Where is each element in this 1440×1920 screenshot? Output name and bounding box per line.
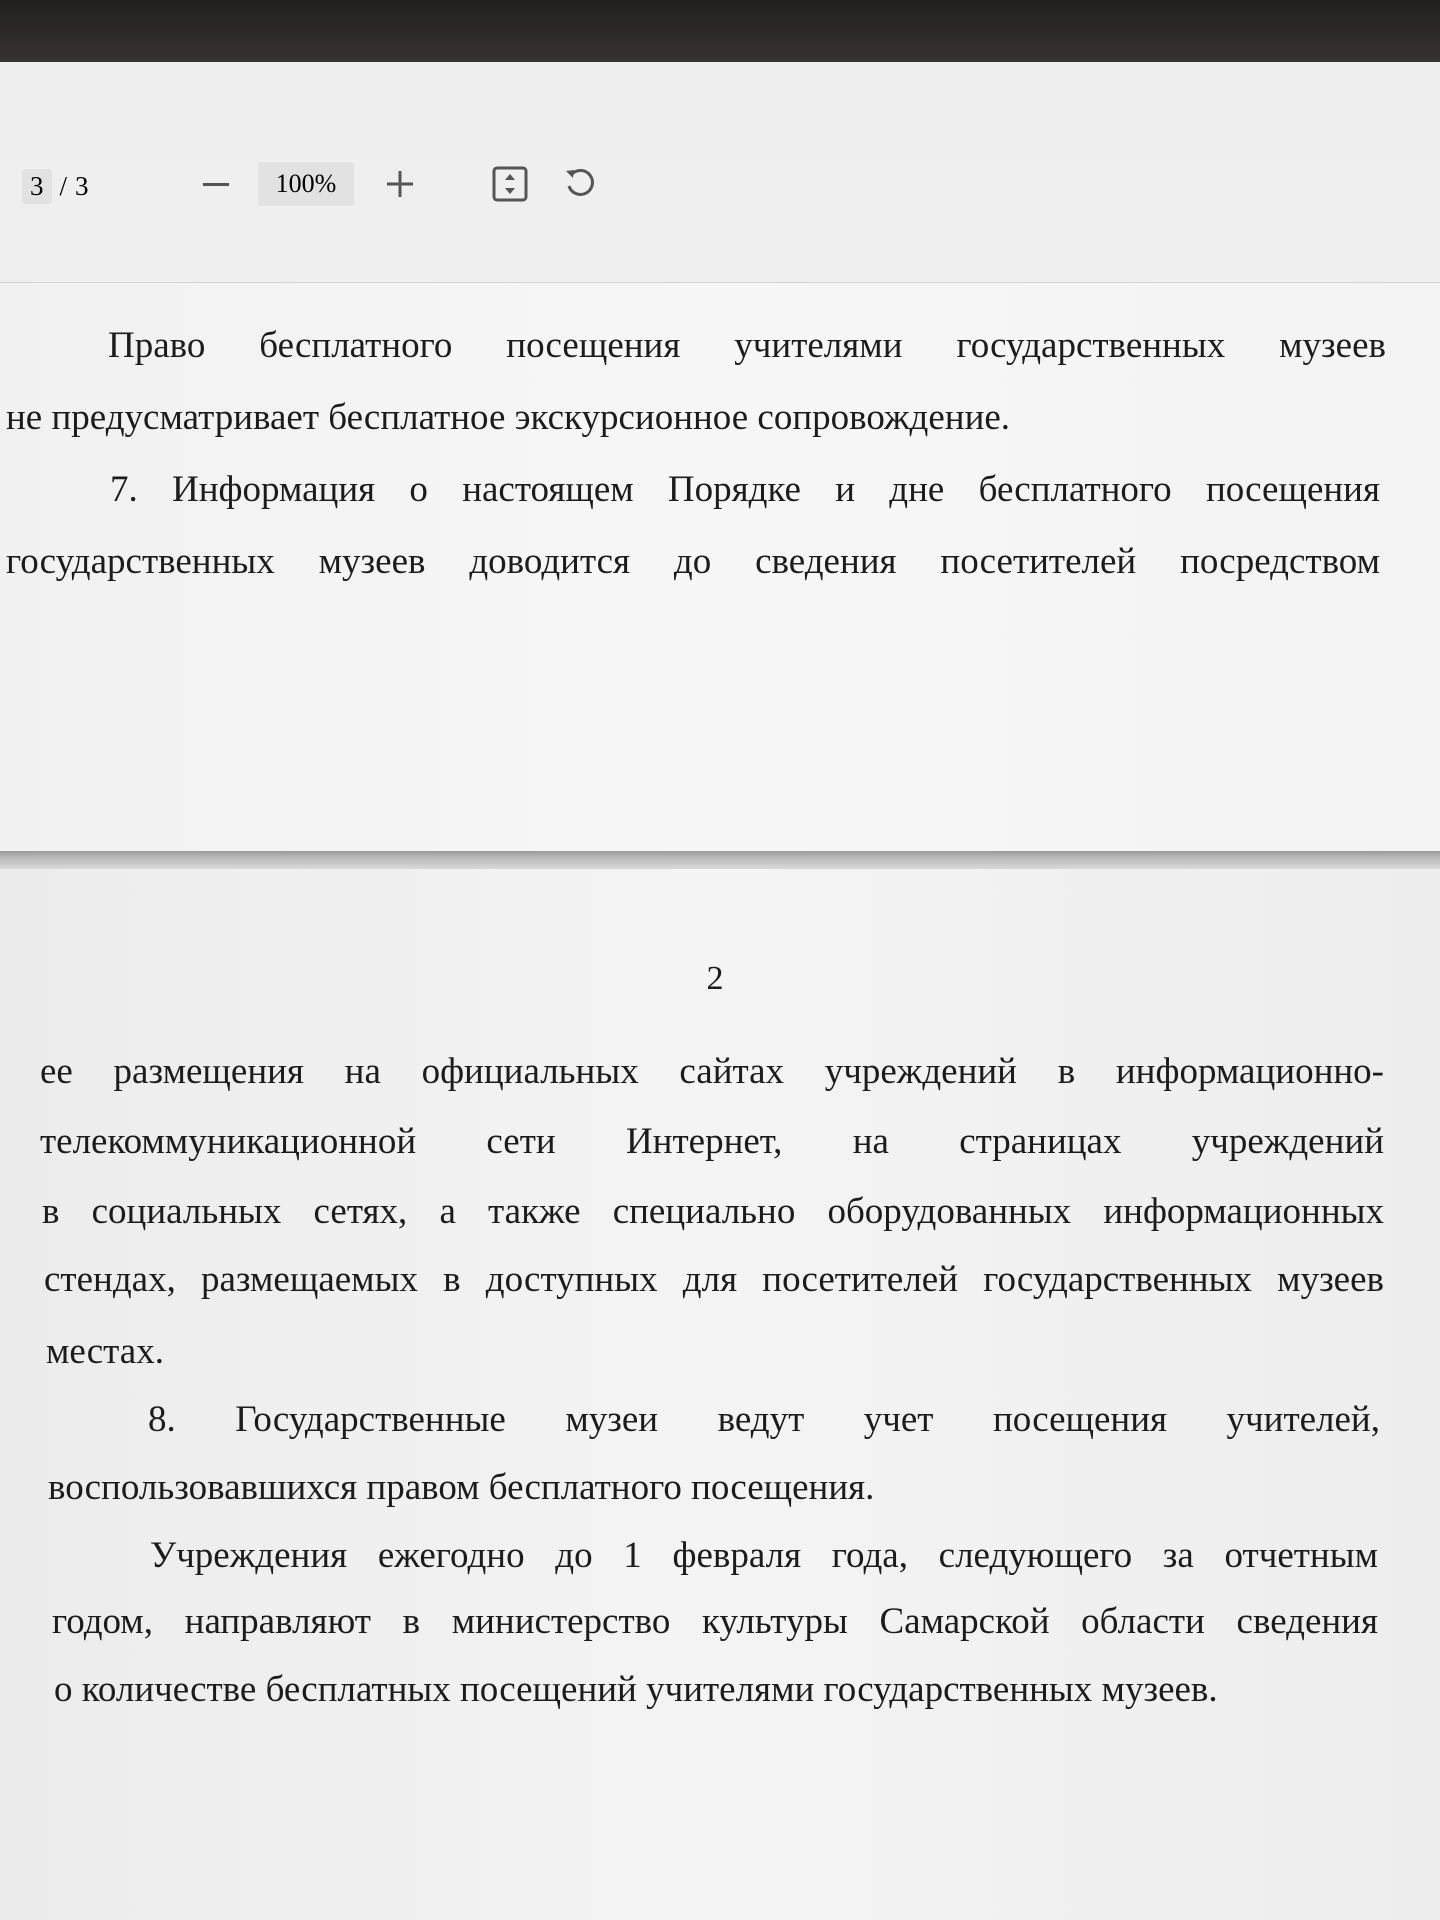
rotate-button[interactable] xyxy=(558,162,602,206)
text-line: местах. xyxy=(46,1331,164,1372)
text-line: Учреждения ежегодно до 1 февраля года, следующего за отчетным xyxy=(150,1535,1378,1576)
zoom-level-field[interactable]: 100% xyxy=(258,162,354,206)
fit-to-page-button[interactable] xyxy=(488,162,532,206)
document-page-current xyxy=(0,869,1440,1920)
text-line: стендах, размещаемых в доступных для посетителей государственных музеев xyxy=(44,1259,1384,1300)
page-indicator xyxy=(22,164,89,208)
text-line: ее размещения на официальных сайтах учреждений в информационно- xyxy=(40,1051,1384,1092)
page-separator-shadow xyxy=(0,851,1440,869)
pdf-viewer xyxy=(0,62,1440,1920)
text-line: телекоммуникационной сети Интернет, на страницах учреждений xyxy=(40,1121,1384,1162)
zoom-in-button[interactable] xyxy=(380,162,420,206)
text-line: 7. Информация о настоящем Порядке и дне бесплатного посещения xyxy=(110,469,1380,510)
plus-icon xyxy=(385,169,415,199)
page-number-label: 2 xyxy=(706,960,724,997)
rotate-icon xyxy=(562,166,598,202)
text-line: не предусматривает бесплатное экскурсионное сопровождение. xyxy=(6,397,1011,438)
text-line: о количестве бесплатных посещений учителями государственных музеев. xyxy=(54,1669,1218,1710)
text-line: Право бесплатного посещения учителями государственных музеев xyxy=(108,325,1386,366)
photo-background xyxy=(0,0,1440,70)
fit-to-page-icon xyxy=(491,165,529,203)
text-line: воспользовавшихся правом бесплатного посещения. xyxy=(48,1467,875,1508)
text-line: в социальных сетях, а также специально оборудованных информационных xyxy=(42,1191,1384,1232)
page-separator: / xyxy=(59,170,68,201)
page-number-input[interactable]: 3 xyxy=(22,169,52,204)
zoom-out-button[interactable] xyxy=(196,162,236,206)
text-line: 8. Государственные музеи ведут учет посещения учителей, xyxy=(148,1399,1380,1440)
document-page-previous xyxy=(0,283,1440,851)
page-total: 3 xyxy=(75,170,89,201)
text-line: годом, направляют в министерство культуры Самарской области сведения xyxy=(52,1601,1378,1642)
text-line: государственных музеев доводится до сведения посетителей посредством xyxy=(6,541,1380,582)
toolbar-top-area xyxy=(0,62,1440,159)
minus-icon xyxy=(203,183,229,186)
